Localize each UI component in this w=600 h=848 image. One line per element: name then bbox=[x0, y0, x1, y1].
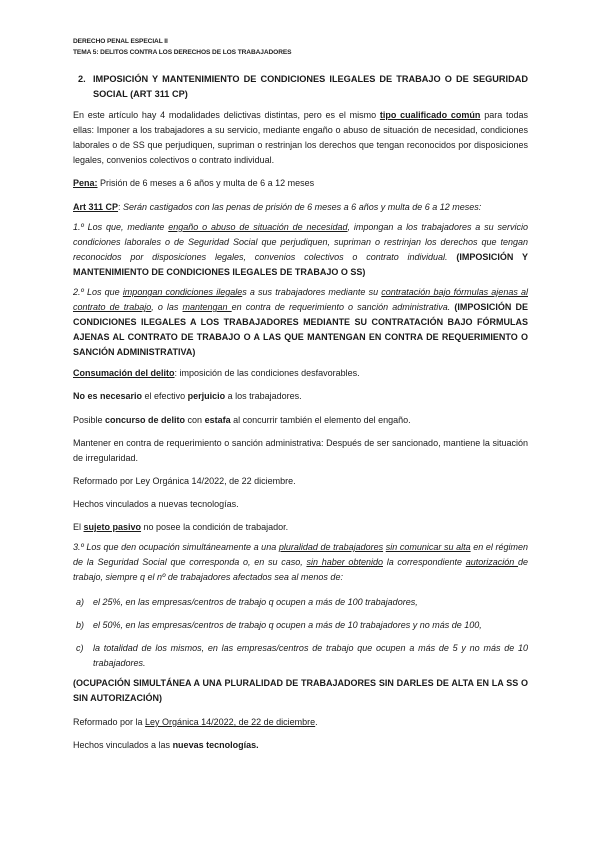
section-heading bbox=[73, 72, 528, 102]
pena-paragraph bbox=[73, 176, 528, 191]
emphasis: estafa bbox=[204, 415, 231, 425]
emphasis: mantengan bbox=[182, 302, 232, 312]
sujeto-paragraph bbox=[73, 520, 528, 535]
list-marker: b) bbox=[76, 620, 85, 630]
section-number: 2. bbox=[78, 74, 86, 84]
art-label: Art 311 CP bbox=[73, 202, 119, 212]
header-topic: TEMA 5: DELITOS CONTRA LOS DERECHOS DE LOS TRABAJADORES bbox=[73, 49, 292, 56]
art-paragraph bbox=[73, 200, 528, 215]
concurso-paragraph bbox=[73, 413, 528, 428]
text: s a sus trabajadores mediante su bbox=[242, 287, 382, 297]
text: En este artículo hay 4 modalidades delictivas distintas, pero es el mismo bbox=[73, 110, 380, 120]
modalidad-3-title: (OCUPACIÓN SIMULTÁNEA A UNA PLURALIDAD DE TRABAJADORES SIN DARLES DE ALTA EN LA SS O SIN AUTORIZACIÓN) bbox=[73, 678, 528, 703]
text: . bbox=[315, 717, 318, 727]
text: Hechos vinculados a las bbox=[73, 740, 173, 750]
header-course: DERECHO PENAL ESPECIAL II bbox=[73, 38, 168, 45]
text: en contra de requerimiento o sanción administrativa. bbox=[231, 302, 451, 312]
mantener-paragraph: Mantener en contra de requerimiento o sanción administrativa: Después de ser sancionado, mantiene la situación de irregularidad. bbox=[73, 438, 528, 463]
emphasis: tipo cualificado común bbox=[379, 110, 481, 120]
text: Posible bbox=[73, 415, 106, 425]
perjuicio-paragraph bbox=[73, 389, 528, 404]
pena-label: Pena: bbox=[73, 178, 98, 188]
emphasis: contratación bajo fórmulas ajenas al contrato de trabajo bbox=[73, 287, 528, 312]
text: 1.º Los que, mediante bbox=[73, 222, 169, 232]
text: El bbox=[73, 522, 84, 532]
text: la correspondiente bbox=[382, 557, 466, 567]
law-reference: Ley Orgánica 14/2022, de 22 de diciembre bbox=[145, 717, 316, 727]
text: , o las bbox=[151, 302, 183, 312]
modalidad-1 bbox=[73, 220, 528, 280]
text: para todas ellas: Imponer a los trabajadores a su servicio, mediante engaño o abuso de situación de necesidad, condiciones laborales o de SS que perjudiquen, supriman o restrinjan los derechos que tengan reconocidos por disposiciones legales, convenios colectivos o contrato individual. bbox=[73, 110, 528, 165]
emphasis: No es necesario bbox=[73, 391, 143, 401]
text: de trabajo, siempre q el nº de trabajadores afectados sea al menos de: bbox=[73, 557, 528, 582]
reformado-paragraph-2 bbox=[73, 715, 528, 730]
list-marker: c) bbox=[76, 643, 84, 653]
text: : bbox=[118, 202, 124, 212]
text: Reformado por la bbox=[73, 717, 146, 727]
modalidad-3 bbox=[73, 540, 528, 585]
emphasis: autorización bbox=[465, 557, 518, 567]
consumacion-label: Consumación del delito bbox=[73, 368, 175, 378]
list-item bbox=[73, 618, 528, 633]
text: 3.º Los que den ocupación simultáneamente a una bbox=[73, 542, 279, 552]
emphasis: perjuicio bbox=[187, 391, 226, 401]
text: : imposición de las condiciones desfavorables. bbox=[174, 368, 360, 378]
list-text: la totalidad de los mismos, en las empresas/centros de trabajo que ocupen a más de 5 y no más de 10 trabajadores. bbox=[93, 643, 528, 668]
list-item bbox=[73, 641, 528, 671]
emphasis: pluralidad de trabajadores bbox=[278, 542, 384, 552]
list-marker: a) bbox=[76, 597, 85, 607]
emphasis: sin comunicar su alta bbox=[385, 542, 471, 552]
text: a los trabajadores. bbox=[225, 391, 302, 401]
modalidad-title: (IMPOSICIÓN DE CONDICIONES ILEGALES A LOS TRABAJADORES MEDIANTE SU CONTRATACIÓN BAJO FÓRMULAS AJENAS AL CONTRATO DE TRABAJO O A LAS QUE MANTENGAN EN CONTRA DE REQUERIMIENTO O SANCIÓN ADMINISTRATIVA) bbox=[73, 302, 528, 357]
modalidad-title: (IMPOSICIÓN Y MANTENIMIENTO DE CONDICIONES ILEGALES DE TRABAJO O SS) bbox=[73, 252, 528, 277]
list-text: el 25%, en las empresas/centros de trabajo q ocupen a más de 100 trabajadores, bbox=[93, 597, 418, 607]
emphasis: impongan condiciones ilegale bbox=[122, 287, 243, 297]
text: , impongan a los trabajadores a su servicio condiciones laborales o de Seguridad Social que perjudiquen, supriman o restrinjan los derechos que tengan reconocidos por disposiciones legales, convenios colectivos o contrato individual. bbox=[73, 222, 529, 262]
emphasis: sin haber obtenido bbox=[306, 557, 383, 567]
hechos-paragraph-2 bbox=[73, 738, 528, 753]
text: no posee la condición de trabajador. bbox=[141, 522, 289, 532]
hechos-paragraph: Hechos vinculados a nuevas tecnologías. bbox=[73, 499, 239, 509]
text: al concurrir también el elemento del engaño. bbox=[230, 415, 411, 425]
text: 2.º Los que bbox=[73, 287, 123, 297]
text: el efectivo bbox=[142, 391, 188, 401]
section-title: IMPOSICIÓN Y MANTENIMIENTO DE CONDICIONES ILEGALES DE TRABAJO O DE SEGURIDAD SOCIAL (ART 311 CP) bbox=[93, 74, 528, 99]
reformado-paragraph: Reformado por Ley Orgánica 14/2022, de 22 diciembre. bbox=[73, 476, 296, 486]
list-text: el 50%, en las empresas/centros de trabajo q ocupen a más de 10 trabajadores y no más de 100, bbox=[93, 620, 482, 630]
consumacion-paragraph bbox=[73, 366, 528, 381]
text: con bbox=[185, 415, 205, 425]
emphasis: nuevas tecnologías. bbox=[172, 740, 259, 750]
emphasis: concurso de delito bbox=[105, 415, 186, 425]
list-item bbox=[73, 595, 528, 610]
emphasis: sujeto pasivo bbox=[83, 522, 142, 532]
art-text: Serán castigados con las penas de prisión de 6 meses a 6 años y multa de 6 a 12 meses: bbox=[123, 202, 482, 212]
intro-paragraph bbox=[73, 108, 528, 168]
modalidad-2 bbox=[73, 285, 528, 360]
text: en el régimen de la Seguridad Social que corresponda o, en su caso, bbox=[73, 542, 528, 567]
emphasis: engaño o abuso de situación de necesidad bbox=[168, 222, 348, 232]
pena-text: Prisión de 6 meses a 6 años y multa de 6 a 12 meses bbox=[97, 178, 315, 188]
